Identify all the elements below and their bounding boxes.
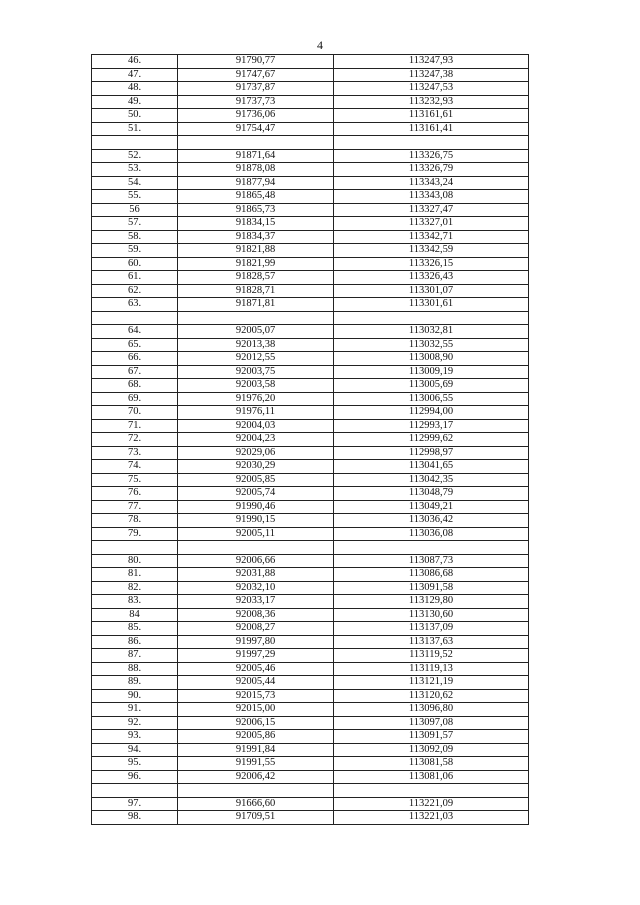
point-number-cell: 53. <box>92 163 178 177</box>
y-coordinate-cell: 113081,58 <box>334 757 529 771</box>
point-number-cell: 85. <box>92 622 178 636</box>
y-coordinate-cell: 113119,52 <box>334 649 529 663</box>
point-number-cell: 96. <box>92 770 178 784</box>
table-row <box>92 68 529 82</box>
x-coordinate-cell: 91834,37 <box>178 230 334 244</box>
table-row <box>92 757 529 771</box>
y-coordinate-cell: 113032,81 <box>334 325 529 339</box>
table-row <box>92 527 529 541</box>
y-coordinate-cell: 112993,17 <box>334 419 529 433</box>
table-row <box>92 514 529 528</box>
table-row <box>92 55 529 69</box>
table-row <box>92 338 529 352</box>
table-row <box>92 176 529 190</box>
x-coordinate-cell: 92032,10 <box>178 581 334 595</box>
y-coordinate-cell: 113327,01 <box>334 217 529 231</box>
x-coordinate-cell: 91790,77 <box>178 55 334 69</box>
point-number-cell: 50. <box>92 109 178 123</box>
x-coordinate-cell: 92004,23 <box>178 433 334 447</box>
y-coordinate-cell: 113247,93 <box>334 55 529 69</box>
x-coordinate-cell: 91990,15 <box>178 514 334 528</box>
y-coordinate-cell: 113086,68 <box>334 568 529 582</box>
point-number-cell: 71. <box>92 419 178 433</box>
point-number-cell: 57. <box>92 217 178 231</box>
x-coordinate-cell: 91991,84 <box>178 743 334 757</box>
coordinates-table-body <box>92 55 529 825</box>
table-row <box>92 284 529 298</box>
y-coordinate-cell: 113036,42 <box>334 514 529 528</box>
page-number: 4 <box>317 38 323 52</box>
y-coordinate-cell: 112998,97 <box>334 446 529 460</box>
point-number-cell: 68. <box>92 379 178 393</box>
empty-cell <box>178 784 334 798</box>
point-number-cell: 89. <box>92 676 178 690</box>
y-coordinate-cell: 112994,00 <box>334 406 529 420</box>
y-coordinate-cell: 113326,15 <box>334 257 529 271</box>
table-row <box>92 122 529 136</box>
table-row <box>92 419 529 433</box>
y-coordinate-cell: 113221,09 <box>334 797 529 811</box>
point-number-cell: 52. <box>92 149 178 163</box>
x-coordinate-cell: 92031,88 <box>178 568 334 582</box>
x-coordinate-cell: 91865,73 <box>178 203 334 217</box>
y-coordinate-cell: 113342,59 <box>334 244 529 258</box>
point-number-cell: 54. <box>92 176 178 190</box>
point-number-cell: 90. <box>92 689 178 703</box>
point-number-cell: 72. <box>92 433 178 447</box>
table-row <box>92 95 529 109</box>
point-number-cell: 63. <box>92 298 178 312</box>
table-row <box>92 770 529 784</box>
table-row <box>92 608 529 622</box>
table-row <box>92 635 529 649</box>
point-number-cell: 60. <box>92 257 178 271</box>
x-coordinate-cell: 91821,88 <box>178 244 334 258</box>
point-number-cell: 65. <box>92 338 178 352</box>
point-number-cell: 47. <box>92 68 178 82</box>
x-coordinate-cell: 92005,46 <box>178 662 334 676</box>
table-row <box>92 433 529 447</box>
point-number-cell: 86. <box>92 635 178 649</box>
point-number-cell: 58. <box>92 230 178 244</box>
point-number-cell: 80. <box>92 554 178 568</box>
x-coordinate-cell: 91737,87 <box>178 82 334 96</box>
table-row <box>92 811 529 825</box>
table-row <box>92 298 529 312</box>
empty-cell <box>334 311 529 325</box>
x-coordinate-cell: 91736,06 <box>178 109 334 123</box>
table-row <box>92 662 529 676</box>
y-coordinate-cell: 113343,24 <box>334 176 529 190</box>
y-coordinate-cell: 113161,61 <box>334 109 529 123</box>
y-coordinate-cell: 113092,09 <box>334 743 529 757</box>
x-coordinate-cell: 91754,47 <box>178 122 334 136</box>
table-row <box>92 676 529 690</box>
x-coordinate-cell: 91828,71 <box>178 284 334 298</box>
table-row <box>92 379 529 393</box>
y-coordinate-cell: 113120,62 <box>334 689 529 703</box>
table-row <box>92 271 529 285</box>
x-coordinate-cell: 92008,36 <box>178 608 334 622</box>
point-number-cell: 56 <box>92 203 178 217</box>
x-coordinate-cell: 92029,06 <box>178 446 334 460</box>
y-coordinate-cell: 113048,79 <box>334 487 529 501</box>
coordinates-table <box>91 54 529 825</box>
table-row <box>92 352 529 366</box>
y-coordinate-cell: 112999,62 <box>334 433 529 447</box>
y-coordinate-cell: 113036,08 <box>334 527 529 541</box>
y-coordinate-cell: 113326,43 <box>334 271 529 285</box>
x-coordinate-cell: 92033,17 <box>178 595 334 609</box>
point-number-cell: 62. <box>92 284 178 298</box>
point-number-cell: 69. <box>92 392 178 406</box>
x-coordinate-cell: 91871,64 <box>178 149 334 163</box>
x-coordinate-cell: 92006,42 <box>178 770 334 784</box>
point-number-cell: 59. <box>92 244 178 258</box>
x-coordinate-cell: 91997,80 <box>178 635 334 649</box>
empty-cell <box>178 311 334 325</box>
point-number-cell: 48. <box>92 82 178 96</box>
separator-row <box>92 541 529 555</box>
x-coordinate-cell: 92012,55 <box>178 352 334 366</box>
x-coordinate-cell: 91991,55 <box>178 757 334 771</box>
table-row <box>92 82 529 96</box>
table-row <box>92 595 529 609</box>
empty-cell <box>92 311 178 325</box>
x-coordinate-cell: 92006,66 <box>178 554 334 568</box>
table-row <box>92 203 529 217</box>
table-row <box>92 217 529 231</box>
y-coordinate-cell: 113137,63 <box>334 635 529 649</box>
separator-row <box>92 136 529 150</box>
point-number-cell: 74. <box>92 460 178 474</box>
table-row <box>92 554 529 568</box>
y-coordinate-cell: 113091,58 <box>334 581 529 595</box>
y-coordinate-cell: 113032,55 <box>334 338 529 352</box>
point-number-cell: 84 <box>92 608 178 622</box>
y-coordinate-cell: 113301,61 <box>334 298 529 312</box>
point-number-cell: 87. <box>92 649 178 663</box>
y-coordinate-cell: 113087,73 <box>334 554 529 568</box>
point-number-cell: 46. <box>92 55 178 69</box>
y-coordinate-cell: 113247,38 <box>334 68 529 82</box>
x-coordinate-cell: 92013,38 <box>178 338 334 352</box>
empty-cell <box>92 541 178 555</box>
table-row <box>92 473 529 487</box>
y-coordinate-cell: 113008,90 <box>334 352 529 366</box>
y-coordinate-cell: 113096,80 <box>334 703 529 717</box>
table-row <box>92 325 529 339</box>
point-number-cell: 77. <box>92 500 178 514</box>
table-row <box>92 446 529 460</box>
table-row <box>92 689 529 703</box>
x-coordinate-cell: 91828,57 <box>178 271 334 285</box>
point-number-cell: 78. <box>92 514 178 528</box>
x-coordinate-cell: 92005,85 <box>178 473 334 487</box>
x-coordinate-cell: 91747,67 <box>178 68 334 82</box>
x-coordinate-cell: 92015,73 <box>178 689 334 703</box>
y-coordinate-cell: 113009,19 <box>334 365 529 379</box>
empty-cell <box>178 136 334 150</box>
x-coordinate-cell: 91737,73 <box>178 95 334 109</box>
point-number-cell: 67. <box>92 365 178 379</box>
point-number-cell: 66. <box>92 352 178 366</box>
x-coordinate-cell: 92005,86 <box>178 730 334 744</box>
table-row <box>92 365 529 379</box>
point-number-cell: 75. <box>92 473 178 487</box>
y-coordinate-cell: 113097,08 <box>334 716 529 730</box>
x-coordinate-cell: 92005,07 <box>178 325 334 339</box>
empty-cell <box>334 784 529 798</box>
empty-cell <box>92 784 178 798</box>
x-coordinate-cell: 91877,94 <box>178 176 334 190</box>
x-coordinate-cell: 92005,74 <box>178 487 334 501</box>
table-row <box>92 568 529 582</box>
point-number-cell: 81. <box>92 568 178 582</box>
point-number-cell: 61. <box>92 271 178 285</box>
point-number-cell: 82. <box>92 581 178 595</box>
y-coordinate-cell: 113326,75 <box>334 149 529 163</box>
table-row <box>92 581 529 595</box>
empty-cell <box>92 136 178 150</box>
y-coordinate-cell: 113006,55 <box>334 392 529 406</box>
x-coordinate-cell: 91666,60 <box>178 797 334 811</box>
empty-cell <box>178 541 334 555</box>
table-row <box>92 730 529 744</box>
table-row <box>92 743 529 757</box>
point-number-cell: 73. <box>92 446 178 460</box>
table-row <box>92 190 529 204</box>
x-coordinate-cell: 91878,08 <box>178 163 334 177</box>
table-row <box>92 149 529 163</box>
table-row <box>92 257 529 271</box>
separator-row <box>92 784 529 798</box>
table-row <box>92 406 529 420</box>
x-coordinate-cell: 92003,58 <box>178 379 334 393</box>
y-coordinate-cell: 113091,57 <box>334 730 529 744</box>
point-number-cell: 83. <box>92 595 178 609</box>
x-coordinate-cell: 92005,11 <box>178 527 334 541</box>
point-number-cell: 79. <box>92 527 178 541</box>
point-number-cell: 91. <box>92 703 178 717</box>
x-coordinate-cell: 92015,00 <box>178 703 334 717</box>
y-coordinate-cell: 113041,65 <box>334 460 529 474</box>
y-coordinate-cell: 113221,03 <box>334 811 529 825</box>
x-coordinate-cell: 92030,29 <box>178 460 334 474</box>
table-row <box>92 649 529 663</box>
y-coordinate-cell: 113130,60 <box>334 608 529 622</box>
point-number-cell: 70. <box>92 406 178 420</box>
table-row <box>92 500 529 514</box>
y-coordinate-cell: 113343,08 <box>334 190 529 204</box>
x-coordinate-cell: 92006,15 <box>178 716 334 730</box>
point-number-cell: 93. <box>92 730 178 744</box>
y-coordinate-cell: 113232,93 <box>334 95 529 109</box>
table-row <box>92 109 529 123</box>
x-coordinate-cell: 92005,44 <box>178 676 334 690</box>
table-row <box>92 244 529 258</box>
empty-cell <box>334 541 529 555</box>
y-coordinate-cell: 113121,19 <box>334 676 529 690</box>
point-number-cell: 98. <box>92 811 178 825</box>
point-number-cell: 92. <box>92 716 178 730</box>
x-coordinate-cell: 91865,48 <box>178 190 334 204</box>
separator-row <box>92 311 529 325</box>
table-row <box>92 163 529 177</box>
point-number-cell: 94. <box>92 743 178 757</box>
table-row <box>92 487 529 501</box>
x-coordinate-cell: 91990,46 <box>178 500 334 514</box>
y-coordinate-cell: 113326,79 <box>334 163 529 177</box>
point-number-cell: 55. <box>92 190 178 204</box>
point-number-cell: 49. <box>92 95 178 109</box>
y-coordinate-cell: 113081,06 <box>334 770 529 784</box>
point-number-cell: 88. <box>92 662 178 676</box>
y-coordinate-cell: 113247,53 <box>334 82 529 96</box>
x-coordinate-cell: 91976,20 <box>178 392 334 406</box>
point-number-cell: 76. <box>92 487 178 501</box>
y-coordinate-cell: 113129,80 <box>334 595 529 609</box>
y-coordinate-cell: 113119,13 <box>334 662 529 676</box>
table-row <box>92 716 529 730</box>
y-coordinate-cell: 113161,41 <box>334 122 529 136</box>
x-coordinate-cell: 91821,99 <box>178 257 334 271</box>
y-coordinate-cell: 113042,35 <box>334 473 529 487</box>
point-number-cell: 97. <box>92 797 178 811</box>
x-coordinate-cell: 92003,75 <box>178 365 334 379</box>
y-coordinate-cell: 113342,71 <box>334 230 529 244</box>
point-number-cell: 51. <box>92 122 178 136</box>
x-coordinate-cell: 91976,11 <box>178 406 334 420</box>
table-row <box>92 703 529 717</box>
x-coordinate-cell: 91709,51 <box>178 811 334 825</box>
y-coordinate-cell: 113301,07 <box>334 284 529 298</box>
x-coordinate-cell: 92008,27 <box>178 622 334 636</box>
table-row <box>92 797 529 811</box>
y-coordinate-cell: 113327,47 <box>334 203 529 217</box>
y-coordinate-cell: 113137,09 <box>334 622 529 636</box>
table-row <box>92 622 529 636</box>
table-row <box>92 460 529 474</box>
x-coordinate-cell: 91834,15 <box>178 217 334 231</box>
x-coordinate-cell: 91997,29 <box>178 649 334 663</box>
x-coordinate-cell: 91871,81 <box>178 298 334 312</box>
x-coordinate-cell: 92004,03 <box>178 419 334 433</box>
y-coordinate-cell: 113005,69 <box>334 379 529 393</box>
table-row <box>92 392 529 406</box>
table-row <box>92 230 529 244</box>
point-number-cell: 64. <box>92 325 178 339</box>
point-number-cell: 95. <box>92 757 178 771</box>
y-coordinate-cell: 113049,21 <box>334 500 529 514</box>
empty-cell <box>334 136 529 150</box>
